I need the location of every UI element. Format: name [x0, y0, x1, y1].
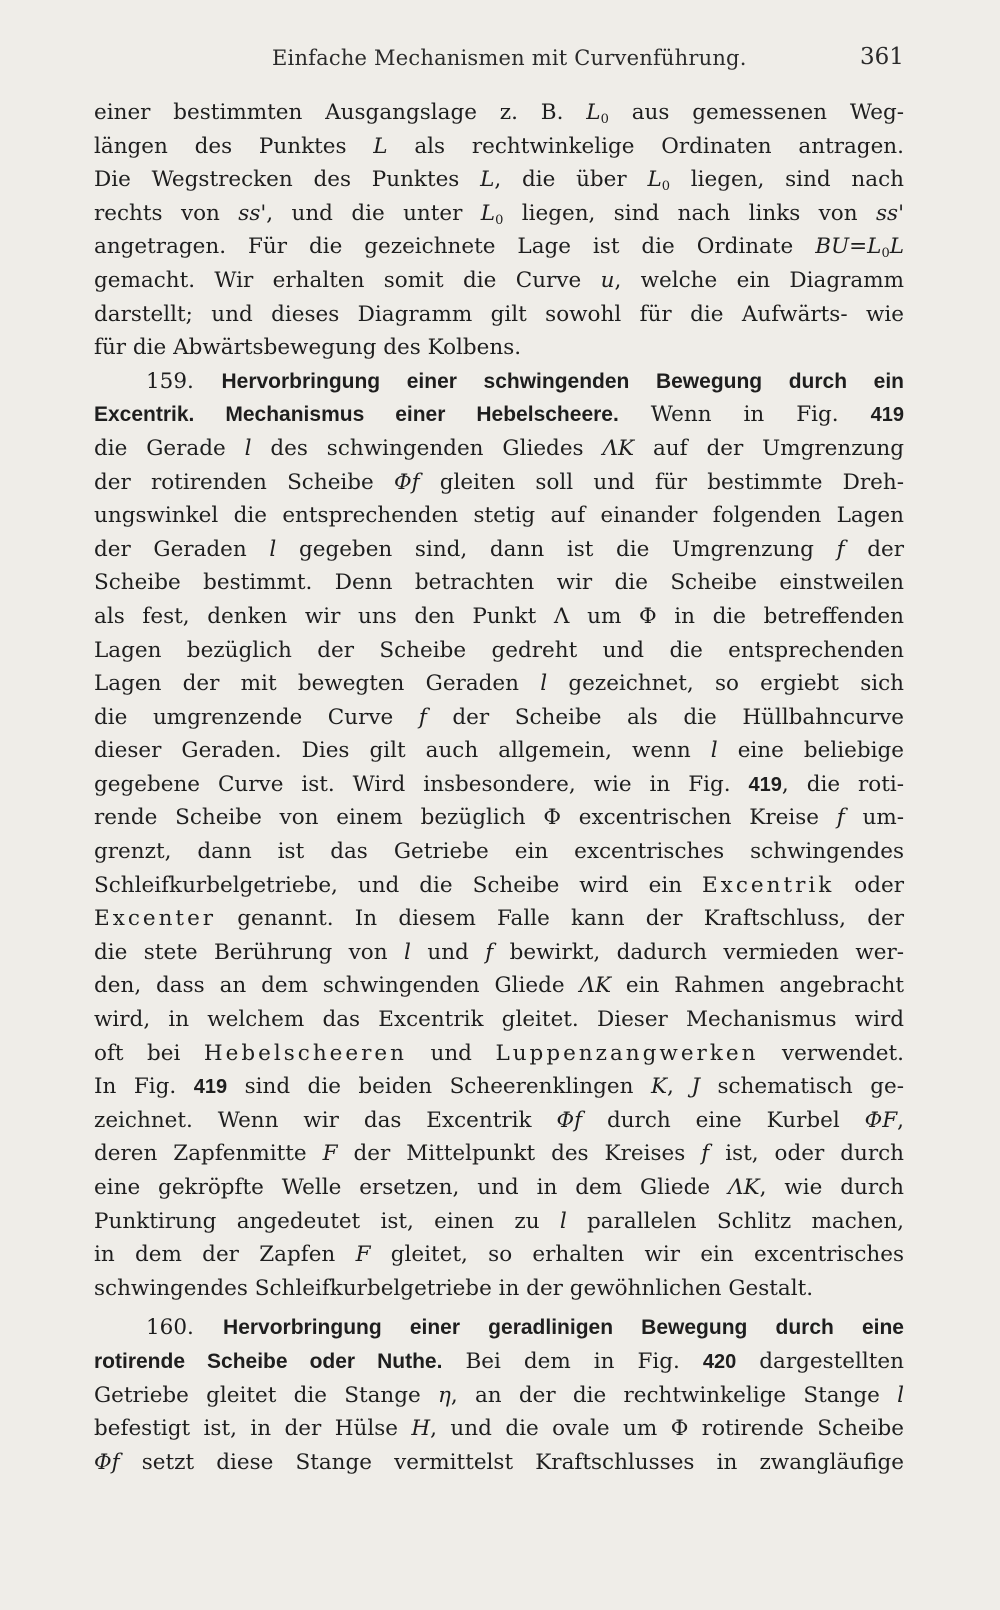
text-line-17: Lagen bezüglich der Scheibe gedreht und die entsprechenden [94, 637, 904, 663]
text-line-3: Die Wegstrecken des Punktes L, die über $L_0$ liegen, sind nach [94, 167, 904, 195]
text-line-23: grenzt, dann ist das Getriebe ein excentrisches schwingendes [94, 839, 904, 865]
text-line-21: gegebene Curve ist. Wird insbesondere, wie in Fig. 419, die roti- [94, 771, 905, 797]
text-line-6: gemacht. Wir erhalten somit die Curve u, welche ein Diagramm [94, 267, 904, 293]
text-line-40: befestigt ist, in der Hülse H, und die ovale um Φ rotirende Scheibe [94, 1416, 904, 1442]
text-line-7: darstellt; und dieses Diagramm gilt sowohl für die Aufwärts- wie [94, 301, 904, 327]
text-line-39: Getriebe gleitet die Stange η, an der die rechtwinkelige Stange l [94, 1382, 905, 1408]
text-line-10: Excentrik. Mechanismus einer Hebelscheere. Wenn in Fig. 419 [94, 402, 904, 428]
text-line-11: die Gerade l des schwingenden Gliedes ΛK auf der Umgrenzung [94, 435, 905, 461]
section-159-heading: 159. Hervorbringung einer schwingenden Bewegung durch ein [146, 368, 904, 394]
text-line-14: der Geraden l gegeben sind, dann ist die Umgrenzung f der [94, 536, 904, 562]
text-line-20: dieser Geraden. Dies gilt auch allgemein, wenn l eine beliebige [94, 738, 904, 764]
text-line-2: längen des Punktes L als rechtwinkelige Ordinaten antragen. [94, 133, 904, 159]
text-line-8: für die Abwärtsbewegung des Kolbens. [94, 335, 522, 361]
section-160-heading: 160. Hervorbringung einer geradlinigen Bewegung durch eine [146, 1315, 904, 1341]
text-line-22: rende Scheibe von einem bezüglich Φ excentrischen Kreise f um- [94, 805, 904, 831]
text-line-41: Φf setzt diese Stange vermittelst Kraftschlusses in zwangläufige [94, 1449, 904, 1475]
text-line-32: deren Zapfenmitte F der Mittelpunkt des Kreises f ist, oder durch [94, 1141, 904, 1167]
text-line-4: rechts von ss', und die unter $L_0$ liegen, sind nach links von ss' [94, 200, 904, 228]
text-line-29: oft bei Hebelscheeren und Luppenzangwerken verwendet. [94, 1040, 905, 1066]
page-number: 361 [860, 44, 904, 70]
text-line-31: zeichnet. Wenn wir das Excentrik Φf durch eine Kurbel ΦF, [94, 1107, 904, 1133]
text-line-19: die umgrenzende Curve f der Scheibe als die Hüllbahncurve [94, 704, 904, 730]
text-line-24: Schleifkurbelgetriebe, und die Scheibe wird ein Excentrik oder [94, 872, 904, 898]
text-line-25: Excenter genannt. In diesem Falle kann der Kraftschluss, der [94, 906, 904, 932]
text-line-33: eine gekröpfte Welle ersetzen, und in dem Gliede ΛK, wie durch [94, 1175, 905, 1200]
text-line-16: als fest, denken wir uns den Punkt Λ um Φ in die betreffenden [94, 603, 904, 629]
text-line-34: Punktirung angedeutet ist, einen zu l parallelen Schlitz machen, [94, 1208, 905, 1234]
text-line-15: Scheibe bestimmt. Denn betrachten wir die Scheibe einstweilen [94, 570, 904, 596]
text-line-26: die stete Berührung von l und f bewirkt, dadurch vermieden wer- [94, 939, 904, 965]
text-line-30: In Fig. 419 sind die beiden Scheerenklingen K, J schematisch ge- [94, 1074, 904, 1100]
text-line-13: ungswinkel die entsprechenden stetig auf einander folgenden Lagen [94, 503, 904, 529]
text-line-5: angetragen. Für die gezeichnete Lage ist die Ordinate $BU=L_0L$ [94, 234, 904, 262]
body-text [94, 96, 904, 1479]
text-line-18: Lagen der mit bewegten Geraden l gezeichnet, so ergiebt sich [94, 671, 904, 697]
text-line-27: den, dass an dem schwingenden Gliede ΛK ein Rahmen angebracht [94, 973, 904, 999]
text-line-28: wird, in welchem das Excentrik gleitet. Dieser Mechanismus wird [94, 1007, 904, 1033]
text-line-38: rotirende Scheibe oder Nuthe. Bei dem in Fig. 420 dargestellten [94, 1348, 904, 1374]
running-head: Einfache Mechanismen mit Curvenführung. [272, 46, 747, 70]
text-line-12: der rotirenden Scheibe Φf gleiten soll und für bestimmte Dreh- [94, 469, 904, 495]
text-line-35: in dem der Zapfen F gleitet, so erhalten wir ein excentrisches [94, 1242, 904, 1268]
page-header [0, 40, 1000, 80]
text-line-1: einer bestimmten Ausgangslage z. B. $L_0$ aus gemessenen Weg- [94, 100, 904, 127]
text-line-36: schwingendes Schleifkurbelgetriebe in der gewöhnlichen Gestalt. [94, 1275, 814, 1301]
